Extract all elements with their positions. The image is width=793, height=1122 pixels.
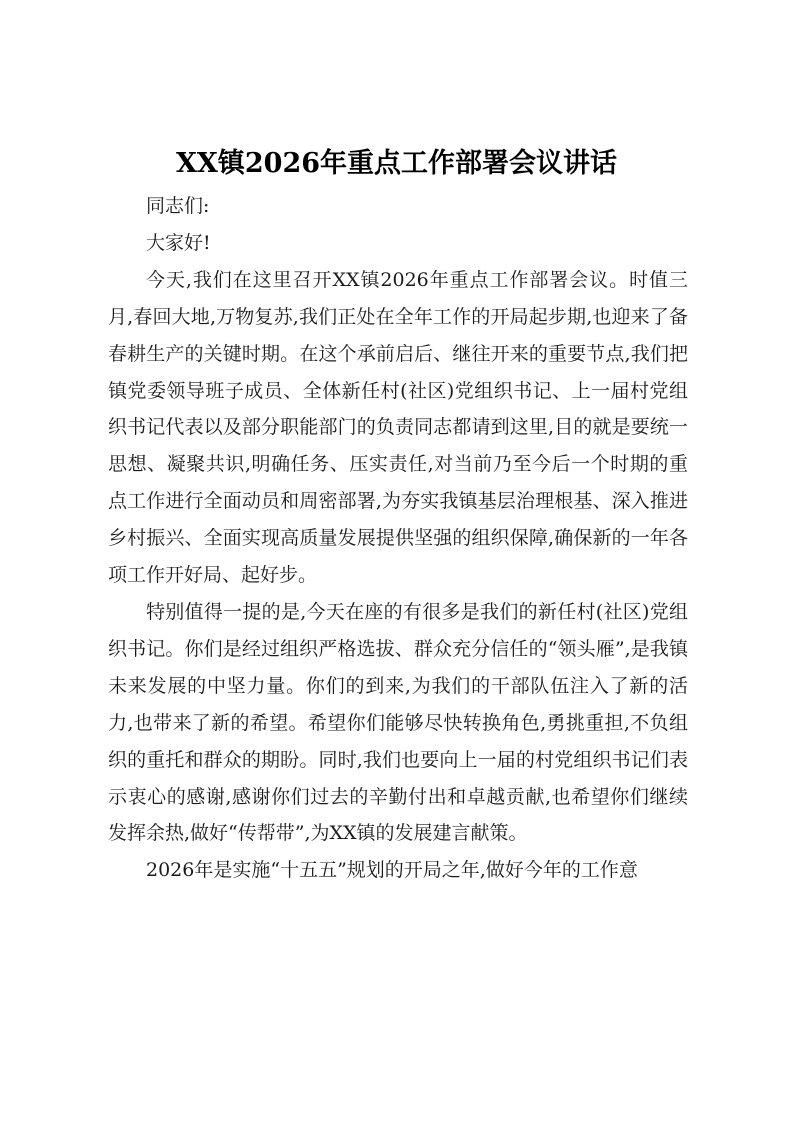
salutation-paragraph: 同志们: — [146, 195, 210, 217]
body-paragraph-2: 特别值得一提的是,今天在座的有很多是我们的新任村(社区)党组织书记。你们是经过组织严格选拔、群众充分信任的“领头雁”,是我镇未来发展的中坚力量。你们的到来,为我们的干部队伍注入了新的活力,也带来了新的希望。希望你们能够尽快转换角色,勇挑重担,不负组织的重托和群众的期盼。同时,我们也要向上一届的村党组织书记们表示衷心的感谢,感谢你们过去的辛勤付出和卓越贡献,也希望你们继续发挥余热,做好“传帮带”,为XX镇的发展建言献策。 — [108, 600, 688, 845]
body-paragraph-1: 今天,我们在这里召开XX镇2026年重点工作部署会议。时值三月,春回大地,万物复苏,我们正处在全年工作的开局起步期,也迎来了备春耕生产的关键时期。在这个承前启后、继往开来的重要节点,我们把镇党委领导班子成员、全体新任村(社区)党组织书记、上一届村党组织书记代表以及部分职能部门的负责同志都请到这里,目的就是要统一思想、凝聚共识,明确任务、压实责任,对当前乃至今后一个时期的重点工作进行全面动员和周密部署,为夯实我镇基层治理根基、深入推进乡村振兴、全面实现高质量发展提供坚强的组织保障,确保新的一年各项工作开好局、起好步。 — [108, 268, 688, 587]
body-paragraph-3: 2026年是实施“十五五”规划的开局之年,做好今年的工作意 — [146, 859, 638, 882]
greeting-paragraph: 大家好! — [146, 231, 211, 254]
document-body — [108, 160, 688, 889]
document-title: XX镇2026年重点工作部署会议讲话 — [175, 148, 618, 179]
